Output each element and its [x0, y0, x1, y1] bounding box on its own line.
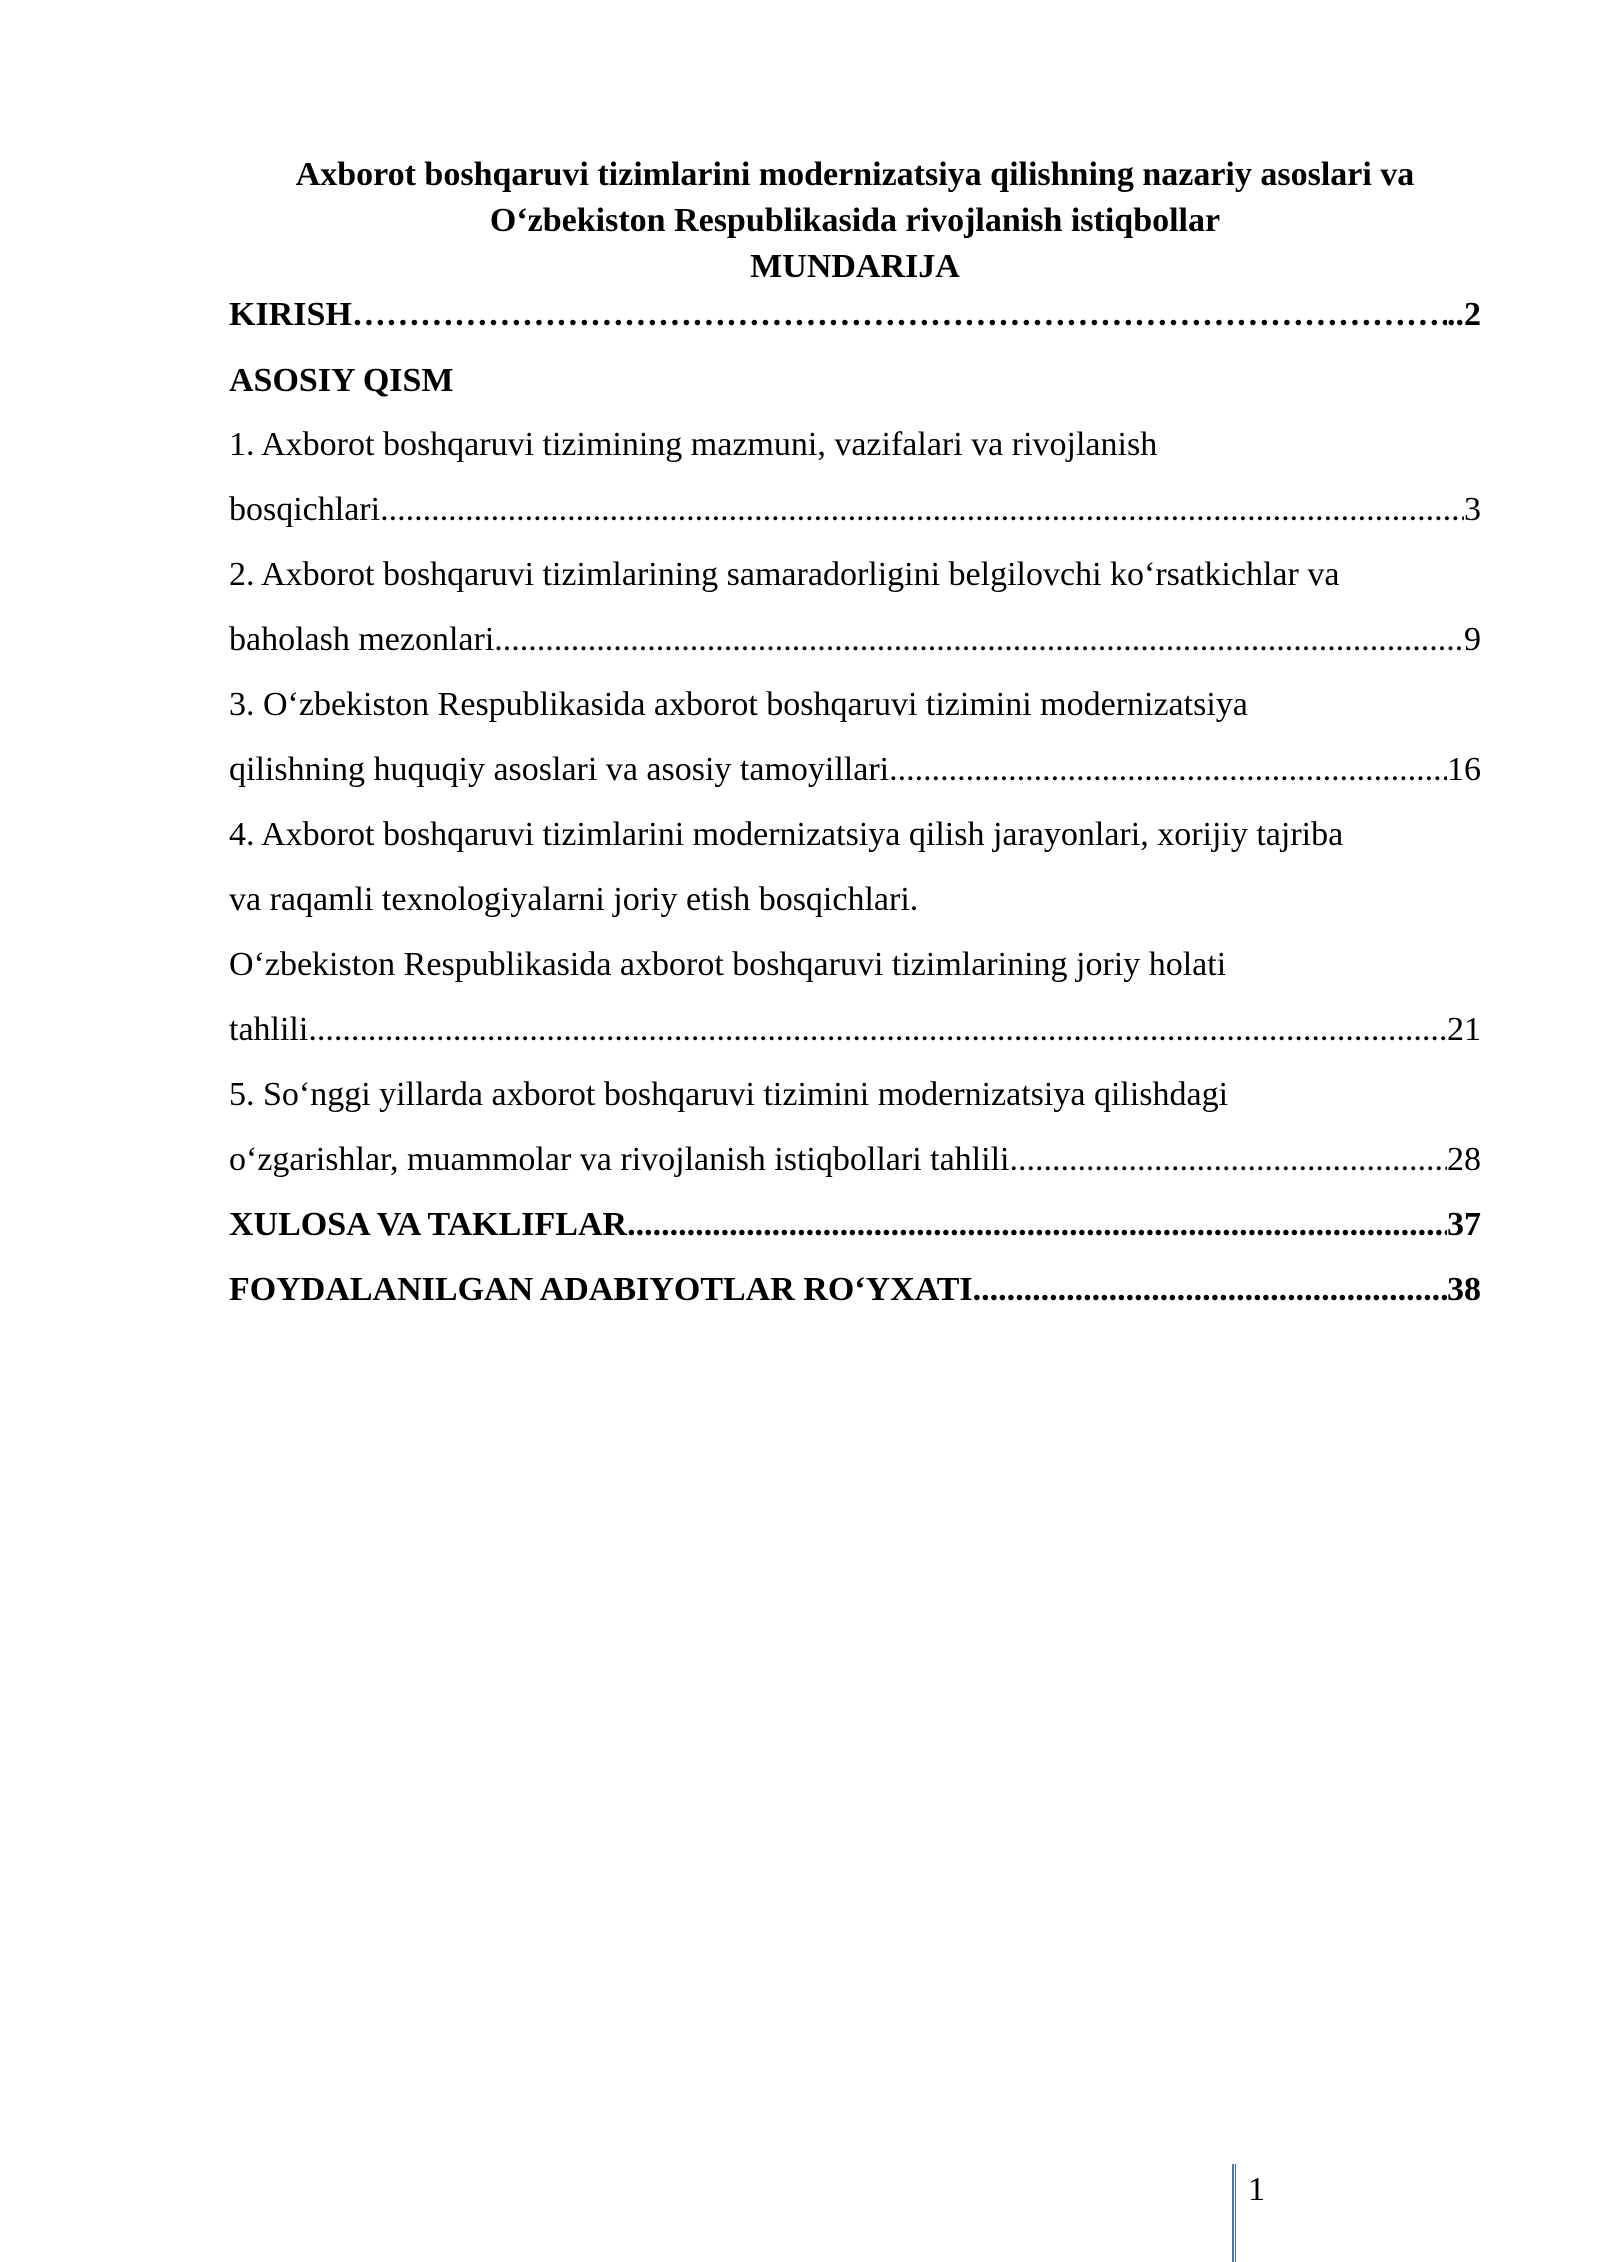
document-title-line-1: Axborot boshqaruvi tizimlarini modernizatsiya qilishning nazariy asoslari va — [295, 156, 1415, 193]
toc-entry-4-line-3[interactable]: O‘zbekiston Respublikasida axborot boshqaruvi tizimlarining joriy holati — [229, 946, 1227, 983]
toc-leader-dots — [308, 1007, 1447, 1053]
toc-entry-label: bosqichlari — [229, 491, 381, 528]
toc-page-number: ..2 — [1447, 296, 1481, 333]
toc-leader-dots — [973, 1267, 1447, 1313]
toc-entry-xulosa[interactable] — [229, 1202, 1481, 1248]
toc-entry-adabiyotlar[interactable] — [229, 1267, 1481, 1313]
toc-leader-dots — [494, 617, 1464, 663]
toc-leader-dots — [889, 747, 1447, 793]
toc-section-asosiy: ASOSIY QISM — [229, 362, 454, 399]
toc-entry-5-line-2[interactable] — [229, 1137, 1481, 1183]
document-title-line-2: O‘zbekiston Respublikasida rivojlanish istiqbollar — [489, 202, 1221, 239]
toc-entry-label: baholash mezonlari — [229, 621, 495, 658]
toc-entry-label: o‘zgarishlar, muammolar va rivojlanish istiqbollari tahlili — [229, 1141, 1010, 1178]
footer-divider — [1232, 2164, 1236, 2262]
toc-entry-label: tahlili — [229, 1011, 309, 1048]
toc-entry-1-line-2[interactable] — [229, 487, 1481, 533]
toc-leader-dots — [352, 292, 1447, 338]
toc-page-number: 21 — [1447, 1011, 1481, 1048]
toc-entry-1-line-1[interactable]: 1. Axborot boshqaruvi tizimining mazmuni, vazifalari va rivojlanish — [229, 426, 1158, 463]
toc-entry-label: XULOSA VA TAKLIFLAR — [229, 1206, 628, 1243]
toc-page-number: 16 — [1447, 751, 1481, 788]
toc-entry-4-line-4[interactable] — [229, 1007, 1481, 1053]
toc-entry-2-line-1[interactable]: 2. Axborot boshqaruvi tizimlarining samaradorligini belgilovchi ko‘rsatkichlar va — [229, 556, 1340, 593]
toc-entry-label: FOYDALANILGAN ADABIYOTLAR RO‘YXATI — [229, 1271, 973, 1308]
toc-leader-dots — [627, 1202, 1447, 1248]
toc-page-number: 38 — [1447, 1271, 1481, 1308]
toc-entry-4-line-2[interactable]: va raqamli texnologiyalarni joriy etish bosqichlari. — [229, 881, 919, 918]
toc-entry-2-line-2[interactable] — [229, 617, 1481, 663]
toc-page-number: 37 — [1447, 1206, 1481, 1243]
toc-entry-kirish[interactable] — [229, 292, 1481, 338]
toc-page-number: 9 — [1464, 621, 1481, 658]
toc-entry-label: qilishning huquqiy asoslari va asosiy tamoyillari — [229, 751, 890, 788]
toc-page-number: 28 — [1447, 1141, 1481, 1178]
toc-page-number: 3 — [1464, 491, 1481, 528]
toc-entry-4-line-1[interactable]: 4. Axborot boshqaruvi tizimlarini modernizatsiya qilish jarayonlari, xorijiy tajriba — [229, 816, 1344, 853]
toc-entry-5-line-1[interactable]: 5. So‘nggi yillarda axborot boshqaruvi tizimini modernizatsiya qilishdagi — [229, 1076, 1229, 1113]
toc-entry-label: KIRISH — [229, 296, 352, 333]
toc-leader-dots — [1009, 1137, 1447, 1183]
toc-entry-3-line-1[interactable]: 3. O‘zbekiston Respublikasida axborot boshqaruvi tizimini modernizatsiya — [229, 686, 1248, 723]
page-number: 1 — [1248, 2171, 1265, 2208]
toc-leader-dots — [380, 487, 1464, 533]
toc-entry-3-line-2[interactable] — [229, 747, 1481, 793]
toc-heading: MUNDARIJA — [750, 248, 960, 285]
